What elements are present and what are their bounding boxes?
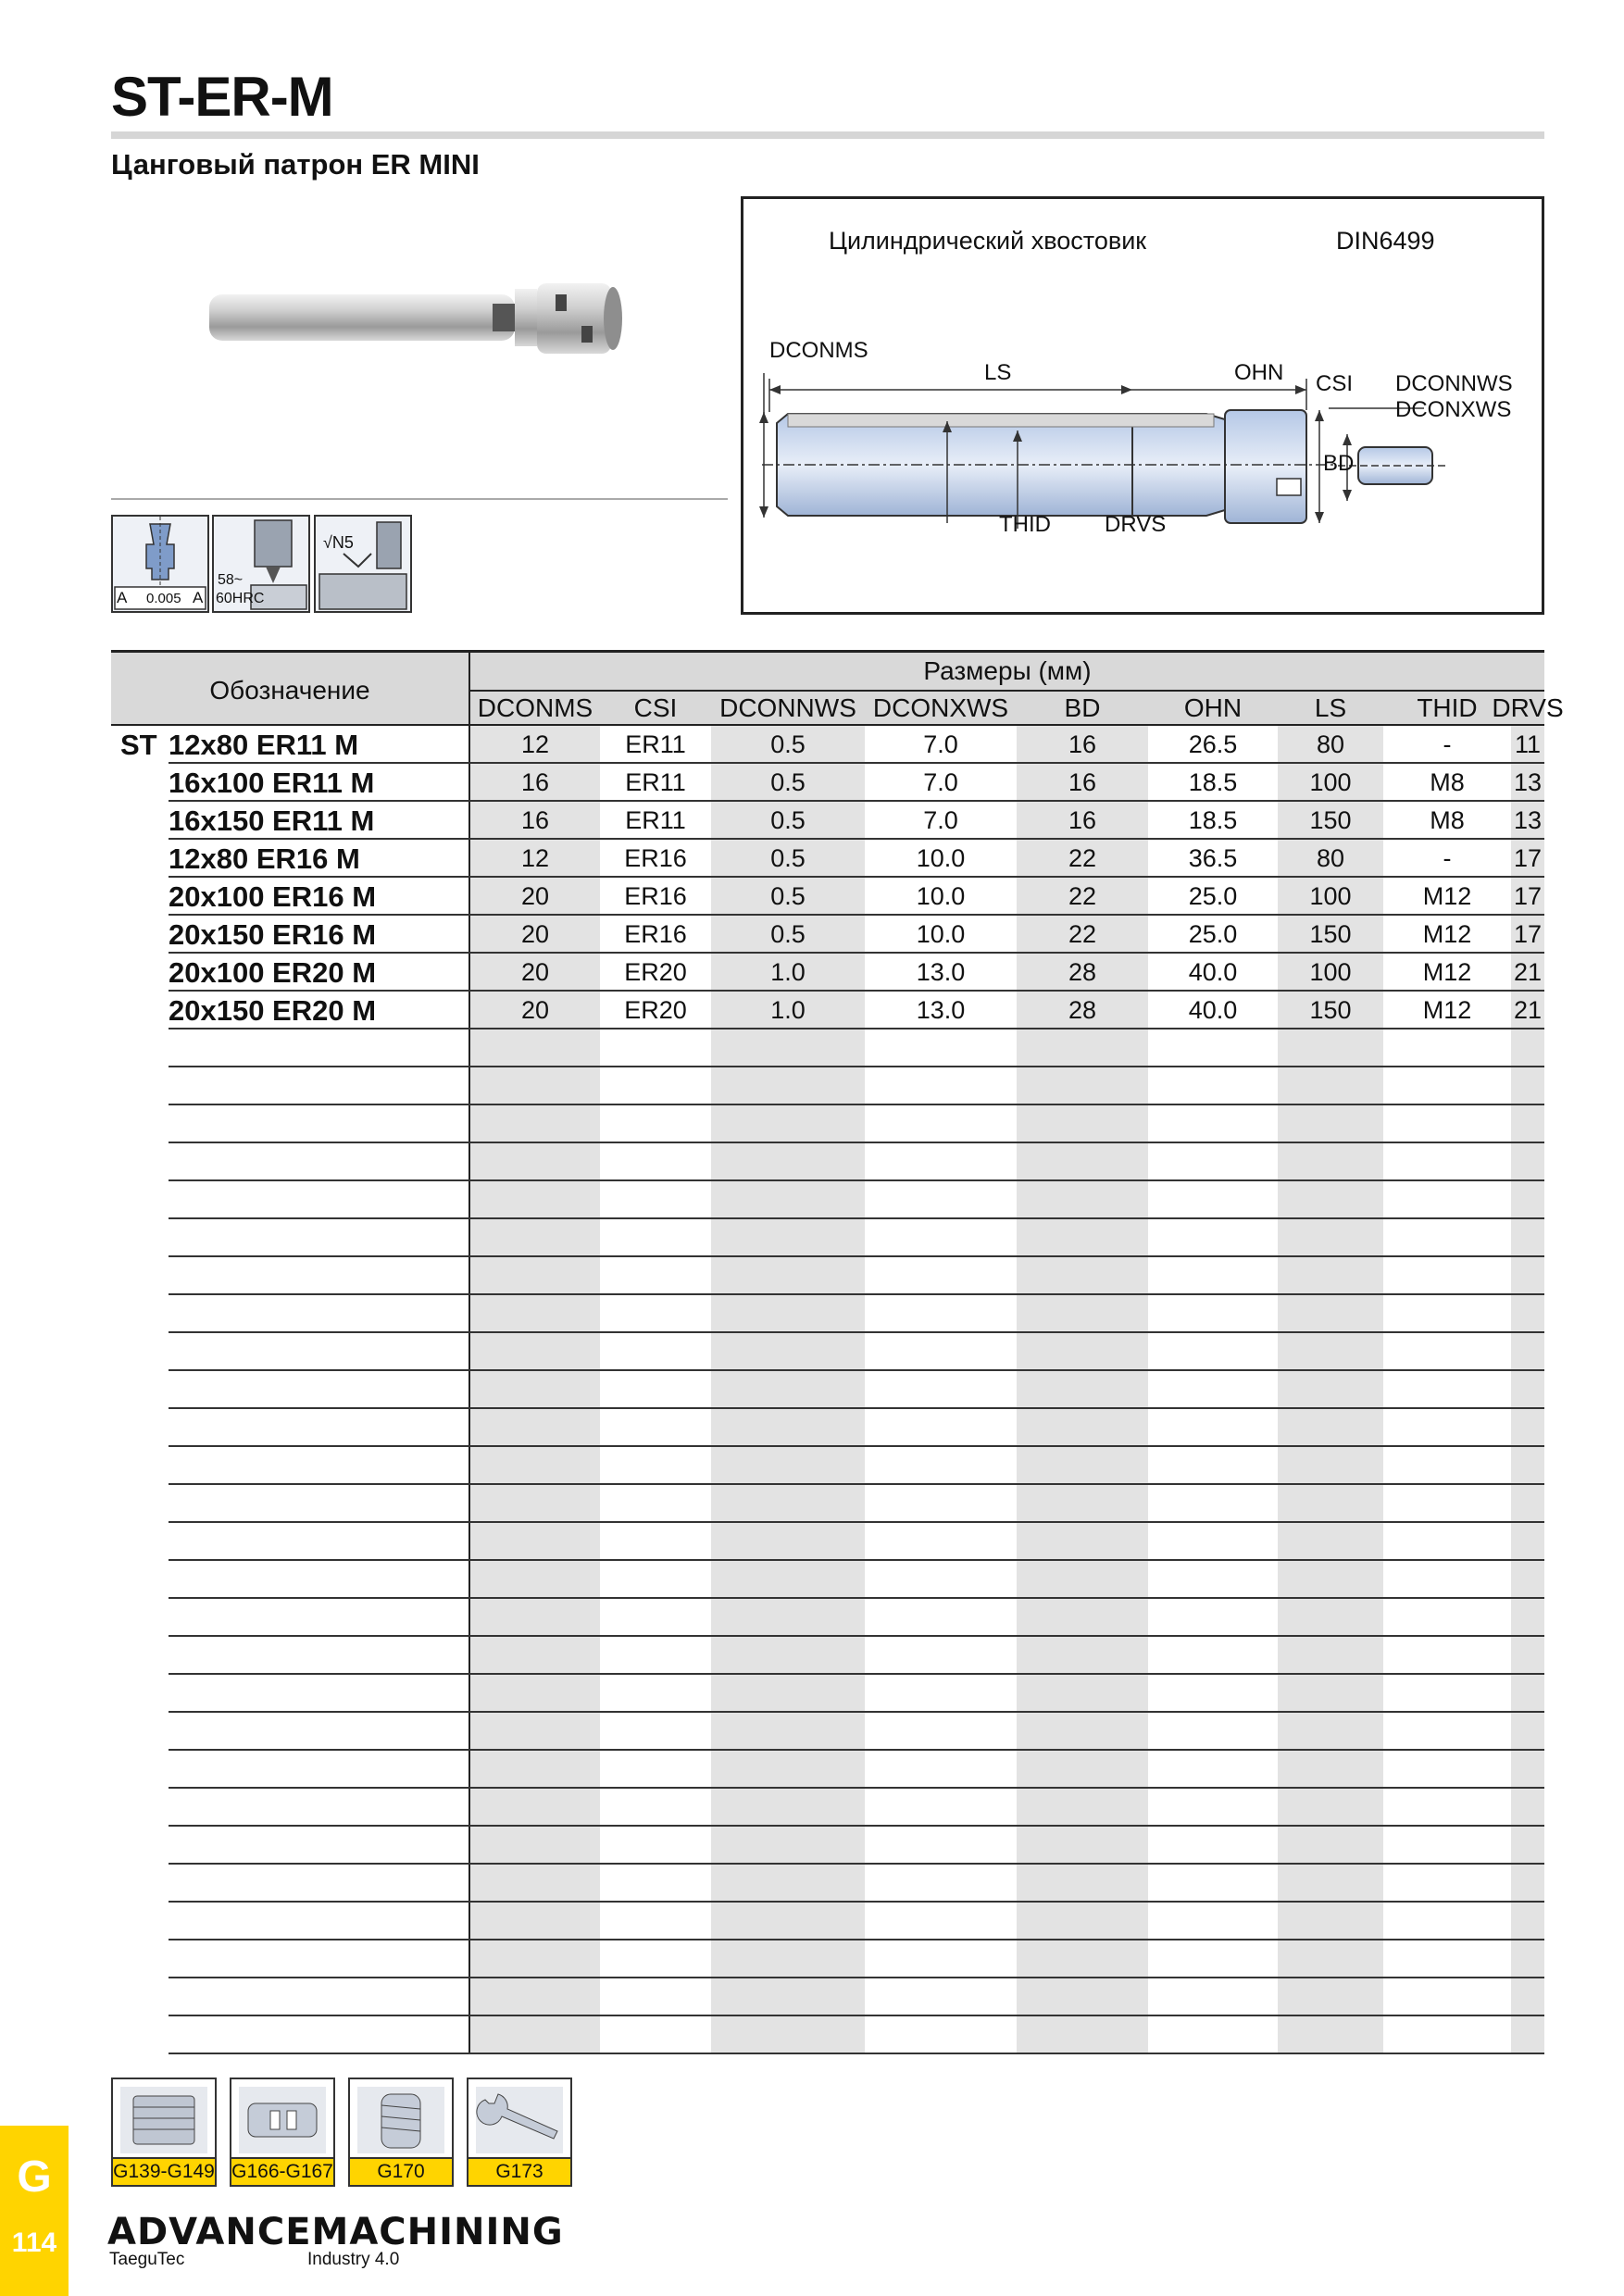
table-row [111, 878, 1544, 916]
table-row [111, 1827, 1544, 1865]
column-header-drvs: DRVS [1492, 693, 1564, 722]
cell-dconms: 20 [520, 958, 550, 986]
cell-dconnws: 0.5 [770, 806, 806, 834]
designation-cell: 20x100 ER20 M [169, 955, 377, 989]
cell-drvs: 21 [1513, 958, 1543, 986]
cell-dconms: 20 [520, 920, 550, 948]
ref-clamping-nut[interactable] [230, 2078, 335, 2187]
cell-ls: 100 [1309, 882, 1352, 910]
row-divider [169, 2053, 1544, 2054]
logo-brand: ADVANCEMACHINING [107, 2211, 564, 2253]
ref-collets-label: G139-G149 [113, 2157, 215, 2185]
collet-icon [120, 2087, 207, 2153]
cell-bd: 28 [1068, 996, 1097, 1024]
table-row [111, 1257, 1544, 1295]
table-row [111, 1219, 1544, 1257]
table-row [111, 764, 1544, 802]
cell-csi: ER11 [625, 730, 686, 758]
runout-datum-label-2: A [193, 589, 204, 606]
table-row [111, 916, 1544, 954]
cell-ls: 100 [1309, 768, 1352, 796]
cell-dconnws: 0.5 [770, 920, 806, 948]
cell-drvs: 13 [1513, 806, 1543, 834]
cell-thid: M8 [1430, 768, 1465, 796]
designation-cell: 12x80 ER11 M [169, 728, 359, 761]
hardness-label-1: 58~ [218, 572, 244, 588]
cell-dconxws: 13.0 [916, 996, 966, 1024]
cell-csi: ER16 [624, 844, 687, 872]
cell-ohn: 36.5 [1188, 844, 1238, 872]
cell-ls: 100 [1309, 958, 1352, 986]
table-row [111, 1940, 1544, 1978]
table-row [111, 1029, 1544, 1067]
label-dconms: DCONMS [769, 338, 868, 363]
table-row [111, 1181, 1544, 1219]
cell-ohn: 40.0 [1188, 958, 1238, 986]
cell-drvs: 11 [1514, 730, 1542, 758]
cell-dconnws: 0.5 [770, 882, 806, 910]
label-bd: BD [1323, 451, 1355, 476]
cell-dconms: 12 [520, 730, 550, 758]
table-row [111, 1447, 1544, 1485]
cell-bd: 16 [1068, 806, 1097, 834]
cell-dconxws: 13.0 [916, 958, 966, 986]
ref-stop-screw[interactable] [348, 2078, 454, 2187]
column-header-bd: BD [1064, 693, 1101, 722]
table-row [111, 1409, 1544, 1447]
designation-cell: 16x150 ER11 M [169, 804, 375, 837]
cell-dconxws: 7.0 [923, 806, 958, 834]
brand-logo [107, 2211, 564, 2269]
table-row [111, 1978, 1544, 2016]
cell-drvs: 17 [1513, 920, 1543, 948]
cell-ohn: 40.0 [1188, 996, 1238, 1024]
stop-screw-icon [357, 2087, 444, 2153]
cell-dconnws: 0.5 [770, 768, 806, 796]
cell-thid: M12 [1422, 882, 1472, 910]
column-header-csi: CSI [633, 693, 678, 722]
cell-bd: 22 [1068, 844, 1097, 872]
runout-icon [111, 515, 209, 613]
cell-csi: ER11 [625, 806, 686, 834]
cell-bd: 22 [1068, 882, 1097, 910]
table-row [111, 802, 1544, 840]
table-row [111, 2016, 1544, 2054]
title-divider [111, 131, 1544, 139]
designation-cell: 20x150 ER20 M [169, 993, 377, 1027]
table-row [111, 1485, 1544, 1523]
technical-drawing [741, 196, 1544, 615]
ref-wrench-label: G173 [468, 2157, 570, 2185]
surface-finish-label: √N5 [323, 533, 354, 552]
collet-chuck-photo [204, 278, 630, 361]
column-header-dconms: DCONMS [477, 693, 593, 722]
ref-wrench[interactable] [467, 2078, 572, 2187]
runout-value-label: 0.005 [146, 591, 181, 606]
cell-thid: - [1443, 730, 1452, 758]
label-thid: THID [999, 512, 1051, 537]
section-tab [0, 2126, 69, 2296]
table-row [111, 1143, 1544, 1181]
cell-dconxws: 10.0 [916, 882, 966, 910]
cell-csi: ER16 [624, 920, 687, 948]
cell-drvs: 21 [1513, 996, 1543, 1024]
table-row [111, 1067, 1544, 1105]
page-subtitle: Цанговый патрон ER MINI [111, 148, 480, 181]
cell-dconxws: 10.0 [916, 920, 966, 948]
table-row [111, 1675, 1544, 1713]
table-row [111, 1333, 1544, 1371]
table-row [111, 1523, 1544, 1561]
cell-bd: 16 [1068, 730, 1097, 758]
designation-header: Обозначение [111, 653, 470, 729]
cell-dconnws: 0.5 [770, 730, 806, 758]
table-row [111, 1713, 1544, 1751]
table-row [111, 1789, 1544, 1827]
table-row [111, 992, 1544, 1029]
drawing-title: Цилиндрический хвостовик [829, 227, 1147, 255]
cell-ohn: 18.5 [1188, 768, 1238, 796]
cell-dconnws: 1.0 [770, 958, 806, 986]
ref-collets[interactable] [111, 2078, 217, 2187]
clamping-nut-icon [239, 2087, 326, 2153]
cell-dconxws: 7.0 [923, 768, 958, 796]
cell-thid: M12 [1422, 920, 1472, 948]
cell-dconxws: 10.0 [916, 844, 966, 872]
label-ls: LS [984, 360, 1012, 385]
table-row [111, 1295, 1544, 1333]
table-row [111, 1561, 1544, 1599]
cell-thid: - [1443, 844, 1452, 872]
label-dconnws: DCONNWS [1395, 371, 1513, 396]
table-row [111, 1903, 1544, 1940]
wrench-icon [476, 2087, 563, 2153]
cell-ls: 150 [1309, 806, 1352, 834]
table-row [111, 1371, 1544, 1409]
drawing-standard: DIN6499 [1336, 227, 1435, 255]
table-row [111, 954, 1544, 992]
table-row [111, 1599, 1544, 1637]
designation-cell: 16x100 ER11 M [169, 766, 375, 799]
hardness-icon [212, 515, 310, 613]
dimensions-header: Размеры (мм) [470, 653, 1544, 692]
cell-bd: 16 [1068, 768, 1097, 796]
table-row [111, 1637, 1544, 1675]
cell-ohn: 25.0 [1188, 882, 1238, 910]
table-row [111, 1865, 1544, 1903]
cell-ls: 150 [1309, 920, 1352, 948]
cell-thid: M8 [1430, 806, 1465, 834]
cell-ohn: 25.0 [1188, 920, 1238, 948]
cell-dconnws: 1.0 [770, 996, 806, 1024]
cell-dconms: 20 [520, 996, 550, 1024]
label-dconxws: DCONXWS [1395, 397, 1512, 422]
cell-dconnws: 0.5 [770, 844, 806, 872]
cell-drvs: 17 [1513, 844, 1543, 872]
designation-prefix: ST [120, 728, 157, 761]
cell-ohn: 26.5 [1188, 730, 1238, 758]
cell-ls: 80 [1316, 730, 1345, 758]
hardness-label-2: 60HRC [216, 591, 265, 606]
page-title: ST-ER-M [111, 66, 333, 128]
section-letter: G [17, 2152, 52, 2202]
cell-thid: M12 [1422, 958, 1472, 986]
table-row [111, 726, 1544, 764]
cell-dconxws: 7.0 [923, 730, 958, 758]
column-header-thid: THID [1417, 693, 1478, 722]
label-ohn: OHN [1234, 360, 1284, 385]
cell-csi: ER11 [625, 768, 686, 796]
designation-cell: 20x150 ER16 M [169, 917, 377, 951]
table-row [111, 1105, 1544, 1143]
table-row [111, 1751, 1544, 1789]
cell-ls: 80 [1316, 844, 1345, 872]
cell-bd: 28 [1068, 958, 1097, 986]
cell-dconms: 16 [520, 806, 550, 834]
designation-cell: 20x100 ER16 M [169, 880, 377, 913]
column-header-dconxws: DCONXWS [872, 693, 1009, 722]
logo-company: TaeguTec [109, 2250, 185, 2269]
column-header-ls: LS [1314, 693, 1347, 722]
cell-csi: ER20 [624, 996, 687, 1024]
label-csi: CSI [1316, 371, 1354, 396]
cell-csi: ER20 [624, 958, 687, 986]
cell-drvs: 13 [1513, 768, 1543, 796]
cell-thid: M12 [1422, 996, 1472, 1024]
cell-dconms: 12 [520, 844, 550, 872]
logo-tagline: Industry 4.0 [307, 2250, 400, 2269]
runout-datum-label: A [117, 589, 128, 606]
cell-dconms: 16 [520, 768, 550, 796]
cell-dconms: 20 [520, 882, 550, 910]
table-row [111, 840, 1544, 878]
label-drvs: DRVS [1105, 512, 1167, 537]
photo-divider [111, 498, 728, 500]
designation-cell: 12x80 ER16 M [169, 842, 360, 875]
cell-ohn: 18.5 [1188, 806, 1238, 834]
cell-bd: 22 [1068, 920, 1097, 948]
column-header-dconnws: DCONNWS [719, 693, 856, 722]
page-number: 114 [11, 2227, 57, 2258]
ref-stop-screw-label: G170 [350, 2157, 452, 2185]
cell-ls: 150 [1309, 996, 1352, 1024]
cell-drvs: 17 [1513, 882, 1543, 910]
surface-finish-icon [314, 515, 412, 613]
column-header-ohn: OHN [1183, 693, 1243, 722]
cell-csi: ER16 [624, 882, 687, 910]
ref-clamping-nut-label: G166-G167 [231, 2157, 333, 2185]
